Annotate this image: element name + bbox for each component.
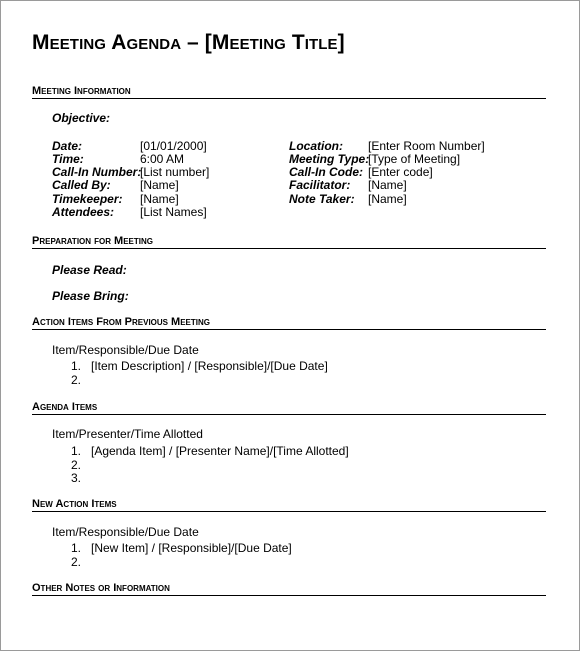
list-item-number: 2. [71,555,82,569]
date-value: [01/01/2000] [140,139,207,153]
preparation-heading: Preparation for Meeting [32,235,546,249]
note-taker-value: [Name] [368,192,407,206]
call-in-code-label: Call-In Code: [289,165,363,179]
list-item-number: 1. [71,541,82,555]
agenda-items-subheading: Item/Presenter/Time Allotted [52,427,203,441]
previous-action-items-subheading: Item/Responsible/Due Date [52,343,199,357]
timekeeper-label: Timekeeper: [52,192,123,206]
new-action-items-heading: New Action Items [32,498,546,512]
meeting-information-heading: Meeting Information [32,85,546,99]
list-item: [New Item] / [Responsible]/[Due Date] [91,541,292,555]
note-taker-label: Note Taker: [289,192,355,206]
call-in-code-value: [Enter code] [368,165,433,179]
document-title: Meeting Agenda – [Meeting Title] [32,31,345,54]
meeting-type-value: [Type of Meeting] [368,152,461,166]
call-in-number-label: Call-In Number: [52,165,142,179]
previous-action-items-heading: Action Items From Previous Meeting [32,316,546,330]
time-value: 6:00 AM [140,152,185,166]
objective-label: Objective: [52,111,111,125]
call-in-number-value: [List number] [140,165,210,179]
list-item-number: 1. [71,359,82,373]
timekeeper-value: [Name] [140,192,179,206]
please-bring-label: Please Bring: [52,289,129,303]
facilitator-label: Facilitator: [289,178,351,192]
location-label: Location: [289,139,343,153]
list-item-number: 2. [71,373,82,387]
facilitator-value: [Name] [368,178,407,192]
other-notes-heading: Other Notes or Information [32,582,546,596]
date-label: Date: [52,139,83,153]
called-by-value: [Name] [140,178,179,192]
new-action-items-subheading: Item/Responsible/Due Date [52,525,199,539]
list-item-number: 3. [71,471,82,485]
location-value: [Enter Room Number] [368,139,485,153]
attendees-value: [List Names] [140,205,207,219]
list-item: [Agenda Item] / [Presenter Name]/[Time Allotted] [91,444,349,458]
list-item-number: 2. [71,458,82,472]
list-item: [Item Description] / [Responsible]/[Due Date] [91,359,328,373]
called-by-label: Called By: [52,178,111,192]
attendees-label: Attendees: [52,205,115,219]
meeting-type-label: Meeting Type: [289,152,370,166]
time-label: Time: [52,152,84,166]
agenda-items-heading: Agenda Items [32,401,546,415]
please-read-label: Please Read: [52,263,127,277]
list-item-number: 1. [71,444,82,458]
